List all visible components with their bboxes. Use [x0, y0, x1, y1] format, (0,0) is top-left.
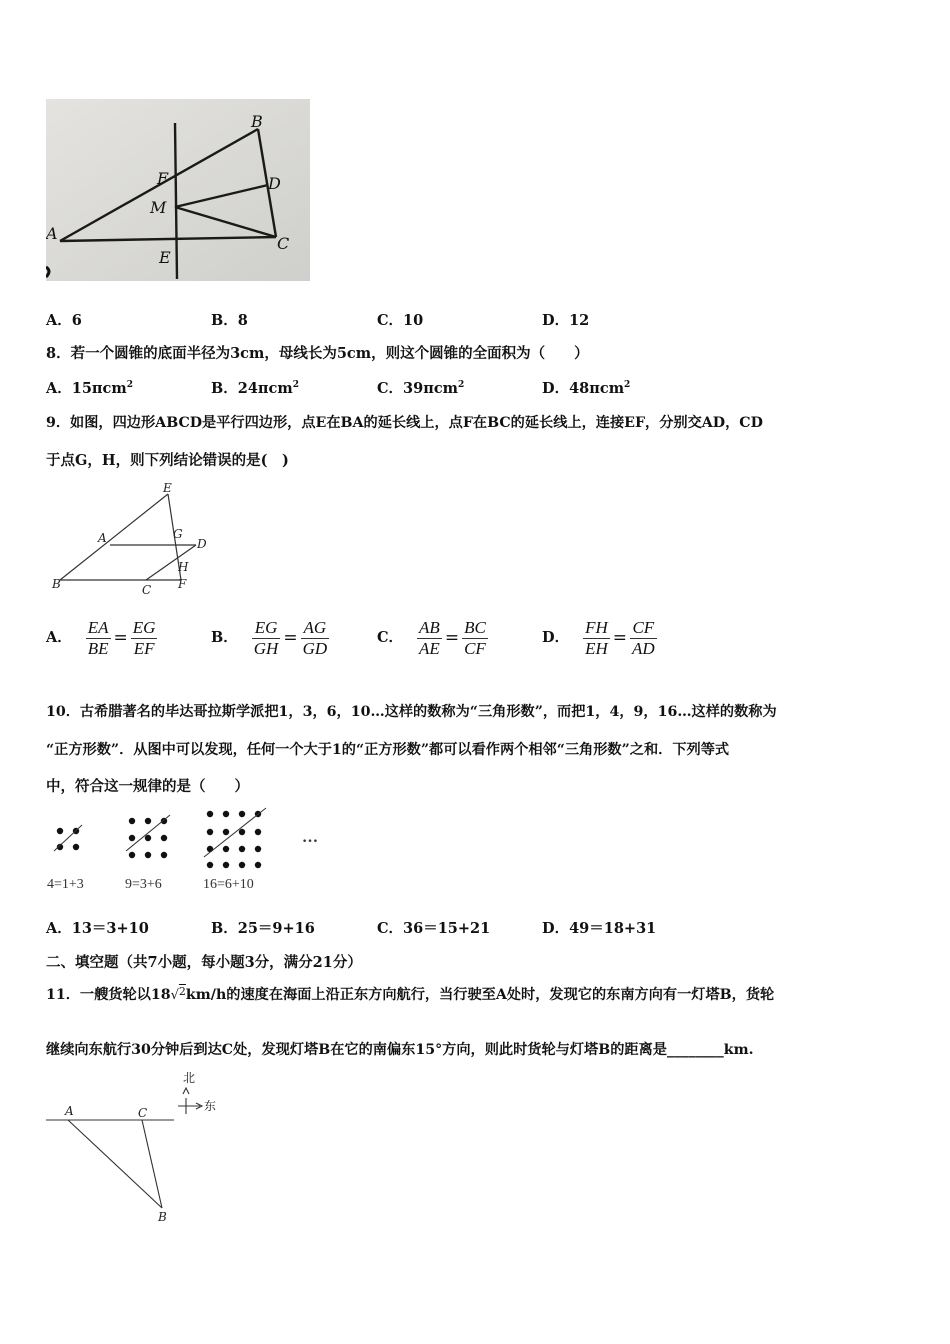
q11-north-label: 北: [183, 1071, 196, 1085]
q9-question-line2: 于点G，H，则下列结论错误的是( ): [46, 452, 289, 469]
q11-east-label: 东: [204, 1099, 217, 1113]
q7-label-e: E: [159, 248, 171, 267]
q7-option-a[interactable]: A．6: [46, 312, 82, 329]
q10-option-c[interactable]: C．36＝15+21: [377, 920, 491, 937]
q9-option-c-n2: BC: [464, 618, 486, 637]
q9-option-c-frac2: [462, 618, 488, 659]
q9-label-e: E: [163, 481, 172, 495]
section-2-heading: 二、填空题（共7小题，每小题3分，满分21分）: [46, 954, 362, 971]
q9-label-f: F: [178, 577, 187, 591]
q9-option-d-letter: D．: [542, 629, 570, 647]
q9-option-b-frac2: [301, 618, 330, 659]
q11-question-line2: [46, 1043, 754, 1057]
q9-label-h: H: [178, 560, 189, 574]
q9-option-c-letter: C．: [377, 629, 404, 647]
q9-option-d-n2: CF: [630, 618, 657, 639]
q9-option-a-n1: EA: [87, 618, 109, 637]
q9-option-d-d1: EH: [585, 639, 608, 658]
q9-option-b-frac1: [252, 618, 281, 659]
q9-option-d-d2: AD: [632, 639, 655, 658]
q7-label-b: B: [251, 112, 263, 131]
q9-option-c-d2: CF: [464, 639, 486, 658]
q10-caption-3: 16=6+10: [203, 877, 254, 892]
q7-label-m: M: [150, 198, 167, 217]
q8-option-c-sup: 2: [458, 380, 465, 390]
q9-label-d: D: [197, 537, 207, 551]
q7-geometry-diagram: [46, 99, 310, 281]
q7-label-d: D: [268, 174, 281, 193]
q9-label-b: B: [52, 577, 61, 591]
q9-option-a-equals: =: [113, 628, 128, 648]
q11-line1-start: 11．一艘货轮以18: [46, 987, 171, 1003]
q8-option-d-sup: 2: [624, 380, 631, 390]
q10-option-a[interactable]: A．13＝3+10: [46, 920, 149, 937]
q11-sqrt-radicand: 2: [178, 985, 186, 998]
q11-line2-start: 继续向东航行30分钟后到达C处，发现灯塔B在它的南偏东15°方向，则此时货轮与灯塔B的距离是: [46, 1042, 667, 1058]
q8-option-b[interactable]: [211, 381, 299, 396]
q9-option-c-equals: =: [444, 628, 460, 648]
q9-option-d-equals: =: [612, 628, 627, 648]
q10-question-line3: 中，符合这一规律的是（ ）: [46, 778, 249, 795]
q10-option-b[interactable]: B．25＝9+16: [211, 920, 315, 937]
q9-label-c: C: [142, 583, 152, 597]
q9-option-d-frac1: [583, 618, 610, 659]
q11-label-a: A: [65, 1104, 74, 1118]
q9-option-a-frac2: [131, 618, 158, 659]
q8-option-c-text: C．39πcm: [377, 379, 459, 397]
q10-dot-figures: [46, 805, 346, 875]
q9-option-a-letter: A．: [46, 629, 72, 647]
q11-navigation-figure: [40, 1068, 240, 1228]
q7-label-a: A: [46, 224, 58, 243]
q9-option-a-frac1: [86, 618, 111, 659]
q7-option-b[interactable]: B．8: [211, 312, 248, 329]
q7-label-f: F: [157, 169, 169, 188]
q10-caption-1: 4=1+3: [47, 877, 84, 892]
q9-option-a-d2: EF: [133, 639, 155, 658]
q8-option-d[interactable]: [542, 381, 630, 396]
q9-option-a[interactable]: [46, 618, 157, 659]
q9-option-a-n2: EG: [132, 618, 156, 637]
q7-label-c: C: [277, 234, 290, 253]
q9-option-b-d2: GD: [302, 639, 328, 658]
q11-label-c: C: [138, 1106, 148, 1120]
q7-option-d[interactable]: D．12: [542, 312, 590, 329]
q7-option-c[interactable]: C．10: [377, 312, 424, 329]
q9-option-b-n2: AG: [301, 618, 330, 639]
q10-option-d[interactable]: D．49＝18+31: [542, 920, 657, 937]
q9-parallelogram-figure: [46, 480, 226, 600]
q9-option-b-letter: B．: [211, 629, 238, 647]
q11-answer-blank[interactable]: ________: [666, 1042, 724, 1058]
q8-option-a-text: A．15πcm: [46, 379, 127, 397]
q9-label-a: A: [98, 531, 107, 545]
q10-question-line2: “正方形数”．从图中可以发现，任何一个大于1的“正方形数”都可以看作两个相邻“三角形数”之和．下列等式: [46, 742, 730, 758]
q9-option-d-frac2: [630, 618, 657, 659]
q9-option-b-n1: EG: [252, 618, 281, 639]
q9-option-d[interactable]: [542, 618, 657, 659]
q8-option-a[interactable]: [46, 381, 133, 396]
q8-question-text: 8．若一个圆锥的底面半径为3cm，母线长为5cm，则这个圆锥的全面积为（ ）: [46, 345, 589, 362]
q10-question-line1: 10．古希腊著名的毕达哥拉斯学派把1，3，6，10…这样的数称为“三角形数”，而把1，4，9，16…这样的数称为: [46, 704, 777, 720]
q9-option-d-n1: FH: [585, 618, 608, 637]
q11-sqrt-symbol: √$^2$: [170, 985, 186, 1003]
q9-option-c-n1: AB: [419, 618, 440, 637]
q9-label-g: G: [173, 527, 183, 541]
q11-label-b: B: [158, 1210, 167, 1224]
q8-option-d-text: D．48πcm: [542, 379, 625, 397]
q11-line1-end: km/h的速度在海面上沿正东方向航行，当行驶至A处时，发现它的东南方向有一灯塔B，货轮: [185, 987, 775, 1003]
q9-option-c-d1: AE: [419, 639, 440, 658]
q9-option-a-d1: BE: [87, 639, 109, 658]
q8-option-a-sup: 2: [126, 380, 133, 390]
q9-question-line1: 9．如图，四边形ABCD是平行四边形，点E在BA的延长线上，点F在BC的延长线上，连接EF，分别交AD，CD: [46, 415, 763, 431]
q11-question-line1: [46, 985, 775, 1003]
q9-option-b-equals: =: [283, 628, 298, 648]
q8-option-b-text: B．24πcm: [211, 379, 293, 397]
q8-option-c[interactable]: [377, 381, 464, 396]
q9-option-c-frac1: [417, 618, 442, 659]
q10-caption-2: 9=3+6: [125, 877, 162, 892]
q8-option-b-sup: 2: [292, 380, 299, 390]
q10-ellipsis: …: [302, 829, 318, 846]
q7-figure-photo: [46, 99, 310, 281]
q9-option-b-d1: GH: [253, 639, 279, 658]
q9-option-b[interactable]: [211, 618, 329, 659]
q9-option-c[interactable]: [377, 618, 488, 659]
q11-line2-end: km.: [723, 1042, 754, 1058]
